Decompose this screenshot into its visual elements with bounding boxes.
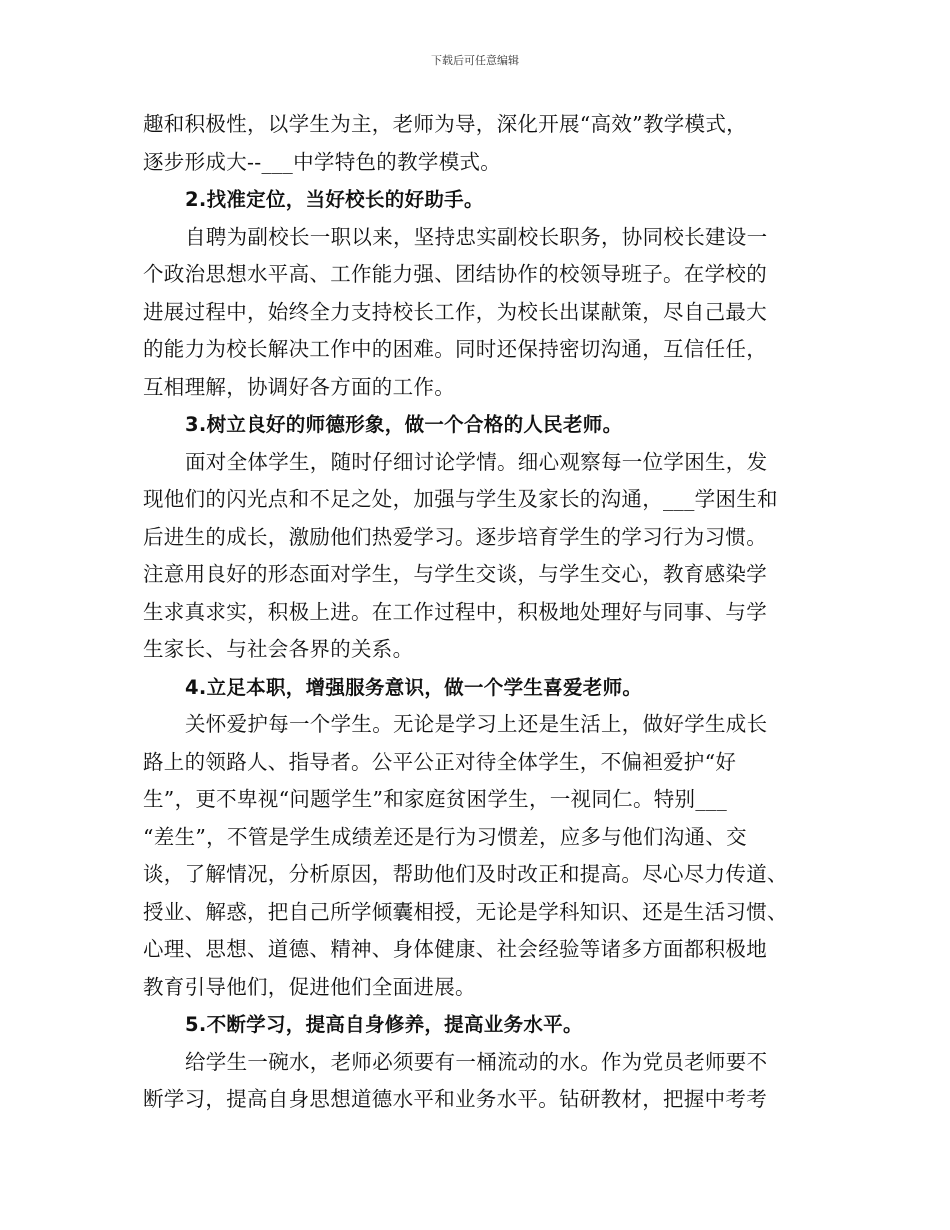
paragraph-line: 的能力为校长解决工作中的困难。同时还保持密切沟通，互信任任， [143, 337, 767, 361]
paragraph-line: 心理、思想、道德、精神、身体健康、社会经验等诸多方面都积极地 [143, 937, 767, 961]
document-body [143, 106, 823, 1119]
paragraph-line: 个政治思想水平高、工作能力强、团结协作的校领导班子。在学校的 [143, 262, 767, 286]
section-heading: 2.找准定位，当好校长的好助手。 [185, 188, 484, 211]
paragraph-line: 逐步形成大--___中学特色的教学模式。 [143, 149, 502, 174]
paragraph-line: 进展过程中，始终全力支持校长工作，为校长出谋献策，尽自己最大 [143, 299, 767, 324]
page-header: 下载后可任意编辑 [431, 54, 519, 67]
section-heading: 3.树立良好的师德形象，做一个合格的人民老师。 [185, 413, 623, 436]
paragraph-line: 授业、解惑，把自己所学倾囊相授，无论是学科知识、还是生活习惯、 [143, 899, 788, 924]
paragraph-line: 自聘为副校长一职以来，坚持忠实副校长职务，协同校长建设一 [185, 224, 768, 249]
paragraph-line: 现他们的闪光点和不足之处，加强与学生及家长的沟通，___学困生和 [143, 487, 778, 511]
paragraph-line: 生”，更不卑视“问题学生”和家庭贫困学生，一视同仁。特别___ [143, 787, 727, 811]
paragraph-line: 生求真求实，积极上进。在工作过程中，积极地处理好与同事、与学 [143, 599, 767, 624]
paragraph-line: 路上的领路人、指导者。公平公正对待全体学生，不偏袒爱护“好 [143, 749, 737, 774]
paragraph-line: 生家长、与社会各界的关系。 [143, 637, 414, 661]
paragraph-line: 后进生的成长，激励他们热爱学习。逐步培育学生的学习行为习惯。 [143, 524, 767, 549]
paragraph-line: 互相理解，协调好各方面的工作。 [143, 374, 455, 399]
paragraph-line: 谈，了解情况，分析原因，帮助他们及时改正和提高。尽心尽力传道、 [143, 862, 788, 886]
paragraph-line: “差生”，不管是学生成绩差还是行为习惯差，应多与他们沟通、交 [143, 824, 747, 849]
paragraph-line: 断学习，提高自身思想道德水平和业务水平。钻研教材，把握中考考 [143, 1087, 767, 1111]
paragraph-line: 教育引导他们，促进他们全面进展。 [143, 974, 476, 999]
paragraph-line: 给学生一碗水，老师必须要有一桶流动的水。作为党员老师要不 [185, 1049, 768, 1074]
paragraph-line: 注意用良好的形态面对学生，与学生交谈，与学生交心，教育感染学 [143, 562, 767, 586]
section-heading: 4.立足本职，增强服务意识，做一个学生喜爱老师。 [185, 675, 643, 699]
paragraph-line: 面对全体学生，随时仔细讨论学情。细心观察每一位学困生，发 [185, 449, 768, 474]
paragraph-line: 关怀爱护每一个学生。无论是学习上还是生活上，做好学生成长 [185, 712, 768, 736]
section-heading: 5.不断学习，提高自身修养，提高业务水平。 [185, 1013, 583, 1036]
paragraph-line: 趣和积极性，以学生为主，老师为导，深化开展“高效”教学模式， [143, 112, 747, 136]
